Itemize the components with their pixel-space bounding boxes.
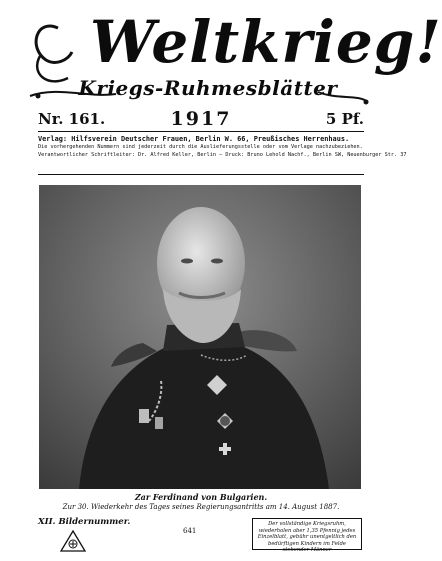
masthead-subtitle: Kriegs-Ruhmesblätter xyxy=(78,76,338,100)
issue-line xyxy=(38,108,364,130)
issue-price: 5 Pf. xyxy=(325,110,364,128)
notice-box xyxy=(252,518,362,554)
masthead xyxy=(28,8,442,108)
portrait-photograph xyxy=(39,185,361,489)
editor-printer-line: Verantwortlicher Schriftleiter: Dr. Alfred Keller, Berlin – Druck: Bruno Lehold Nachf., Berlin SW, Neuenburger Str. 37 xyxy=(38,151,407,158)
series-label: XII. Bildernummer. xyxy=(38,517,131,527)
publisher-line: Verlag: Hilfsverein Deutscher Frauen, Berlin W. 66, Preußisches Herrenhaus. xyxy=(38,135,350,143)
page-number: 641 xyxy=(183,527,197,535)
publisher-info xyxy=(38,134,407,159)
issue-year: 1917 xyxy=(170,108,232,130)
red-cross-emblem-icon xyxy=(60,530,86,552)
caption-title: Zar Ferdinand von Bulgarien. xyxy=(134,492,268,502)
divider-bottom xyxy=(38,174,364,175)
notice-text: Der vollständige Kriegsruhm, wiederholen aber 1,35 Pfennig jedes Einzelblatt, gebühr unentgeltlich den bedürftigen Kindern im Felde stehender Männer xyxy=(257,521,357,554)
masthead-title: Weltkrieg! xyxy=(90,8,442,76)
portrait-illustration xyxy=(39,185,361,489)
divider-top xyxy=(38,131,364,132)
caption-subtitle: Zur 30. Wiederkehr des Tages seines Regierungsantritts am 14. August 1887. xyxy=(62,503,340,511)
photo-caption xyxy=(38,492,364,512)
back-issues-note: Die vorhergehenden Nummern sind jederzeit durch die Auslieferungsstelle oder vom Verlage nachzubeziehen. xyxy=(38,144,363,150)
issue-number: Nr. 161. xyxy=(38,110,106,128)
